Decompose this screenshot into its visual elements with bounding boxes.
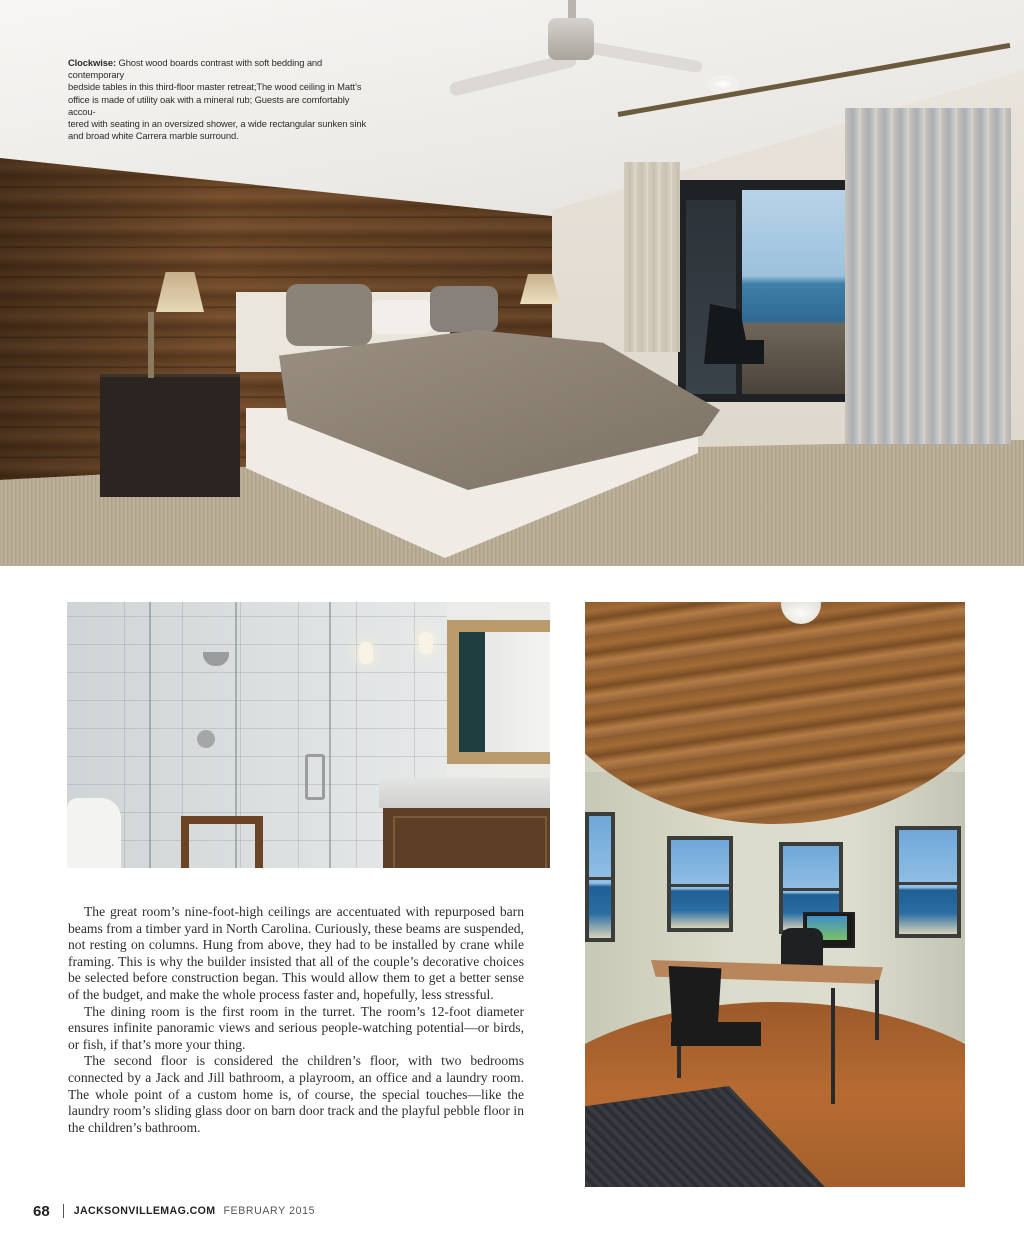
curtain-left	[624, 162, 680, 352]
article-line: The dining room is the first room in the turret. The room’s 12-foot	[84, 1003, 471, 1019]
office-photo	[585, 602, 965, 1187]
article-line: better sense of the budget, and make the whole process faster and,	[68, 970, 525, 1002]
caption-line: office is made of utility oak with a mineral rub; Guests are comfortably accou-	[68, 93, 350, 117]
article-paragraph	[68, 904, 524, 1004]
wall-sconce	[419, 632, 433, 654]
mirror-glass	[459, 632, 550, 752]
lamp-arm	[148, 312, 154, 378]
shower-bench	[181, 816, 263, 868]
article-line: why the builder insisted that all of the couple’s decorative choices be	[68, 953, 524, 986]
article-paragraph	[68, 1004, 524, 1054]
article-line: The second floor is considered the children’s floor, with two bed	[84, 1053, 491, 1069]
caption-line: tered with seating in an oversized shower, a wide rectangular sunken sink	[68, 118, 367, 130]
article-line: rooms connected by a Jack and Jill bathroom, a playroom, an office and	[68, 1053, 524, 1085]
caption-line: Ghost wood boards contrast with soft bedding and contemporary	[68, 57, 323, 81]
article-line: from above, they had to be installed by crane while framing. This is	[68, 937, 524, 969]
window-mullion	[589, 877, 611, 880]
bedside-table-legs	[100, 430, 240, 490]
curtain-right	[845, 108, 1011, 444]
office-window	[667, 836, 733, 932]
marble-vanity-top	[379, 778, 550, 808]
caption-lead: Clockwise:	[68, 57, 116, 68]
pillow	[430, 286, 498, 332]
shower-glass-edge	[149, 602, 151, 868]
desk-chair-seat	[671, 1022, 761, 1046]
office-window	[895, 826, 961, 938]
footer-site: JACKSONVILLEMAG.COM	[73, 1205, 216, 1217]
article-line: diameter ensures infinite panoramic views and serious people-watch	[68, 1003, 524, 1036]
balcony-door-panel	[686, 200, 736, 394]
article-line: selected before construction began. This would allow them to get a	[84, 970, 456, 986]
desk-leg	[831, 988, 835, 1104]
wood-ceiling	[585, 602, 965, 824]
article-line: The great room’s nine-foot-high ceilings are accentuated with	[84, 904, 430, 919]
toilet	[67, 798, 121, 868]
office-window	[585, 812, 615, 942]
recessed-light	[710, 78, 736, 90]
shower-glass-edge	[329, 602, 331, 868]
desk-leg	[875, 980, 879, 1040]
article-line: Curiously, these beams are suspended, not resting on columns. Hung	[68, 920, 524, 953]
pillow	[372, 300, 432, 334]
shower-door-handle	[305, 754, 325, 800]
vanity-doors	[393, 816, 547, 868]
footer-date: FEBRUARY 2015	[223, 1205, 316, 1217]
caption-line: and broad white Carrera marble surround.	[68, 130, 239, 142]
article-line: special touches—like the laundry room’s sliding glass door on barn	[68, 1086, 524, 1119]
desk-chair-back	[665, 966, 725, 1026]
window-mullion	[899, 882, 957, 885]
page-number: 68	[33, 1202, 50, 1220]
photo-caption	[68, 57, 374, 142]
window-mullion	[671, 884, 729, 887]
article-line: hopefully, less stressful.	[363, 986, 494, 1002]
article-line: door track and the playful pebble floor in the children’s bathroom.	[68, 1103, 524, 1135]
window-mullion	[783, 888, 839, 891]
ceiling-fan-downrod	[568, 0, 576, 20]
article-paragraph	[68, 1053, 524, 1136]
bathroom-photo	[67, 602, 550, 868]
shower-valve	[197, 730, 215, 748]
ceiling-fan-motor	[548, 18, 594, 60]
article-body	[68, 904, 524, 1136]
pillow	[286, 284, 372, 346]
caption-line: bedside tables in this third-floor master retreat;The wood ceiling in Matt’s	[68, 81, 362, 93]
wall-sconce	[359, 642, 373, 664]
article-line: a laundry room. The whole point of a custom home is, of course, the	[68, 1069, 524, 1102]
page-footer	[33, 1201, 315, 1221]
footer-divider	[63, 1204, 64, 1218]
article-line: ing potential—or birds, or fish, if that’s more your thing.	[68, 1020, 524, 1052]
master-bedroom-photo	[0, 0, 1024, 566]
article-line: repurposed barn beams from a timber yard in North Carolina.	[68, 904, 524, 936]
